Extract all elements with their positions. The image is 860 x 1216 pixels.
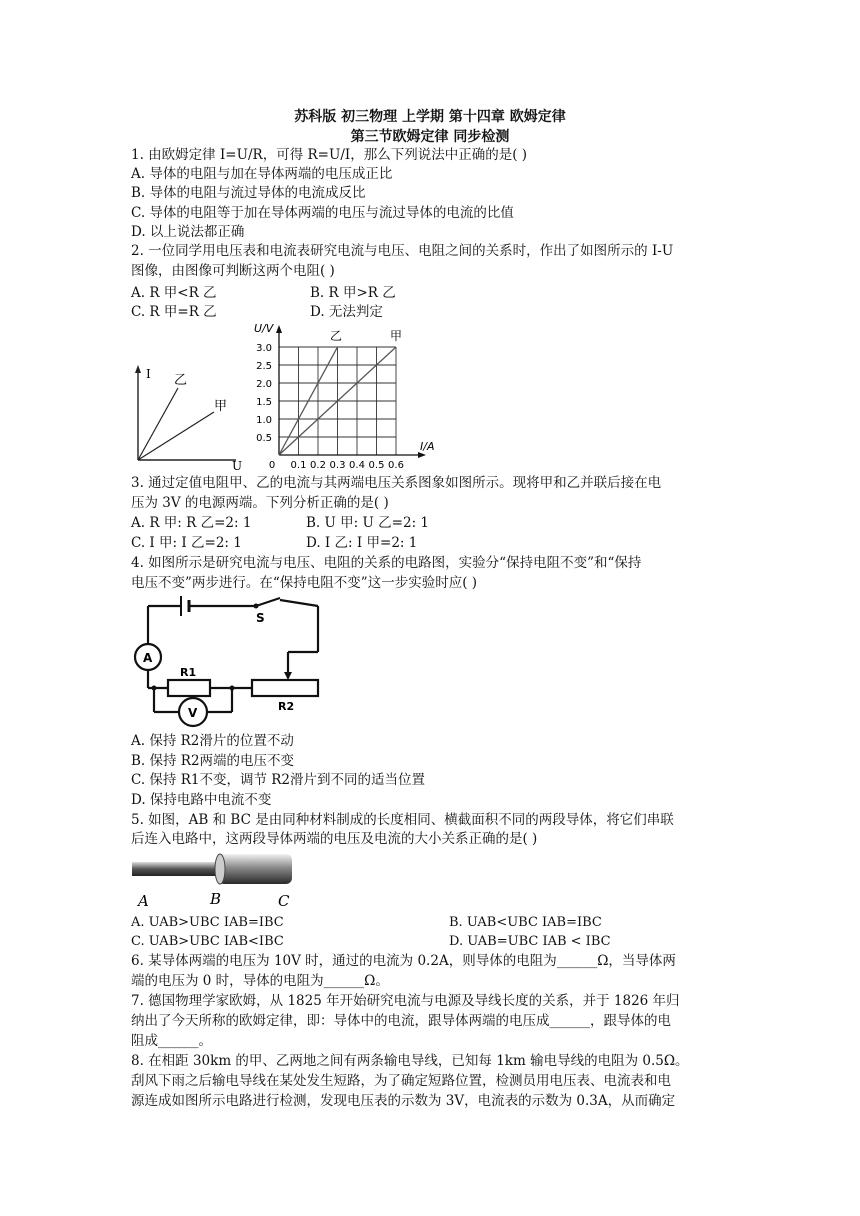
q5-thick-segment [218, 854, 292, 884]
q2-chart-y-tick: 3.0 [256, 343, 272, 354]
q2-chart-x-tick: 0 [268, 460, 276, 471]
q5-stem-line1: 5. 如图，AB 和 BC 是由同种材料制成的长度相同、横截面积不同的两段导体，将它们串联 [131, 812, 674, 828]
q2-chart-y-tick: 2.5 [256, 361, 272, 372]
q2-chart-x-tick: 0.2 [310, 460, 326, 471]
q3-stem-line2: 压为 3V 的电源两端。下列分析正确的是( ) [131, 495, 389, 511]
q2-option-b: B. R 甲>R 乙 [310, 285, 396, 301]
doc-subtitle: 第三节欧姆定律 同步检测 [350, 129, 510, 145]
q5-option-d: D. UAB=UBC IAB < IBC [449, 934, 611, 949]
q7-line3: 阻成______。 [131, 1033, 212, 1049]
q4-option-a: A. 保持 R2滑片的位置不动 [131, 733, 294, 749]
q5-label-c: C [278, 892, 290, 910]
q4-ammeter-label: A [143, 651, 153, 665]
doc-title: 苏科版 初三物理 上学期 第十四章 欧姆定律 [294, 109, 566, 125]
q4-circuit-diagram [128, 594, 328, 730]
q2-chart-x-axis-label: I/A [420, 440, 435, 453]
q1-option-a: A. 导体的电阻与加在导体两端的电压成正比 [131, 166, 393, 182]
q2-chart-y-tick: 0.5 [256, 433, 272, 444]
q2-chart-x-tick: 0.6 [388, 460, 404, 471]
q1-option-d: D. 以上说法都正确 [131, 224, 245, 240]
q2-stem-line2: 图像，由图像可判断这两个电阻( ) [131, 263, 335, 279]
q4-switch-label: S [256, 611, 265, 625]
q5-label-a: A [138, 892, 149, 910]
q2-chart-label-jia: 甲 [390, 329, 403, 343]
q5-stem-line2: 后连入电路中，这两段导体两端的电压及电流的大小关系正确的是( ) [131, 831, 538, 847]
q2-sketch-label-jia: 甲 [214, 399, 228, 414]
q6-line2: 端的电压为 0 时，导体的电阻为______Ω。 [131, 973, 389, 989]
q3-option-d: D. I 乙: I 甲=2: 1 [306, 535, 418, 551]
q5-option-a: A. UAB>UBC IAB=IBC [131, 915, 284, 930]
q4-stem-line2: 电压不变”两步进行。在“保持电阻不变”这一步实验时应( ) [131, 575, 478, 591]
q3-option-c: C. I 甲: I 乙=2: 1 [131, 535, 242, 551]
q2-chart-label-yi: 乙 [330, 329, 343, 343]
q4-r1-label: R1 [180, 666, 197, 679]
q8-line3: 源连成如图所示电路进行检测，发现电压表的示数为 3V，电流表的示数为 0.3A，从而确定 [131, 1093, 676, 1109]
q2-stem-line1: 2. 一位同学用电压表和电流表研究电流与电压、电阻之间的关系时，作出了如图所示的 I-U [131, 243, 674, 259]
q4-voltmeter-label: V [188, 706, 198, 720]
q3-option-b: B. U 甲: U 乙=2: 1 [306, 515, 430, 531]
q2-sketch-label-yi: 乙 [174, 373, 188, 388]
q2-option-a: A. R 甲<R 乙 [131, 285, 217, 301]
q2-sketch-line-jia [138, 412, 214, 460]
q2-chart-y-axis-label: U/V [254, 322, 274, 335]
q3-option-a: A. R 甲: R 乙=2: 1 [131, 515, 252, 531]
q2-chart-x-tick: 0.3 [329, 460, 346, 471]
q2-chart-x-tick: 0.1 [290, 460, 307, 471]
q5-thin-segment [132, 862, 218, 876]
q2-chart-x-tick: 0.4 [349, 460, 365, 471]
q1-option-c: C. 导体的电阻等于加在导体两端的电压与流过导体的电流的比值 [131, 205, 514, 221]
q1-option-b: B. 导体的电阻与流过导体的电流成反比 [131, 185, 366, 201]
q2-iu-sketch [128, 362, 243, 470]
q2-chart-y-tick: 1.5 [256, 397, 272, 408]
q4-r2-label: R2 [278, 700, 295, 713]
q6-line1: 6. 某导体两端的电压为 10V 时，通过的电流为 0.2A，则导体的电阻为______Ω，当导体两 [131, 953, 676, 969]
q5-option-b: B. UAB<UBC IAB=IBC [449, 915, 602, 930]
q2-chart-y-tick: 1.0 [256, 415, 272, 426]
q4-stem-line1: 4. 如图所示是研究电流与电压、电阻的关系的电路图，实验分“保持电阻不变”和“保持 [131, 555, 642, 571]
q4-option-c: C. 保持 R1不变，调节 R2滑片到不同的适当位置 [131, 772, 426, 788]
q2-chart-x-tick: 0.5 [368, 460, 385, 471]
q1-stem: 1. 由欧姆定律 I=U/R，可得 R=U/I，那么下列说法中正确的是( ) [131, 147, 528, 163]
q2-sketch-x-label: U [232, 459, 243, 470]
q5-conductor-figure [130, 852, 300, 910]
q7-line1: 7. 德国物理学家欧姆，从 1825 年开始研究电流与电源及导线长度的关系，并于 1826 年归 [131, 993, 680, 1009]
q3-stem-line1: 3. 通过定值电阻甲、乙的电流与其两端电压关系图象如图所示。现将甲和乙并联后接在电 [131, 475, 662, 491]
q4-option-d: D. 保持电路中电流不变 [131, 792, 272, 808]
q2-option-c: C. R 甲=R 乙 [131, 304, 217, 320]
q2-sketch-y-label: I [146, 367, 151, 381]
q5-label-b: B [210, 890, 222, 908]
q2-option-d: D. 无法判定 [310, 304, 383, 320]
q4-option-b: B. 保持 R2两端的电压不变 [131, 753, 295, 769]
q8-line2: 刮风下雨之后输电导线在某处发生短路，为了确定短路位置，检测员用电压表、电流表和电 [131, 1073, 671, 1089]
q8-line1: 8. 在相距 30km 的甲、乙两地之间有两条输电导线，已知每 1km 输电导线的电阻为 0.5Ω。 [131, 1053, 689, 1069]
q5-option-c: C. UAB>UBC IAB<IBC [131, 934, 284, 949]
q2-sketch-line-yi [138, 388, 178, 460]
q2-uv-chart [250, 320, 440, 472]
q7-line2: 纳出了今天所称的欧姆定律，即：导体中的电流，跟导体两端的电压成______，跟导体的电 [131, 1013, 671, 1029]
q2-chart-y-tick: 2.0 [256, 379, 272, 390]
